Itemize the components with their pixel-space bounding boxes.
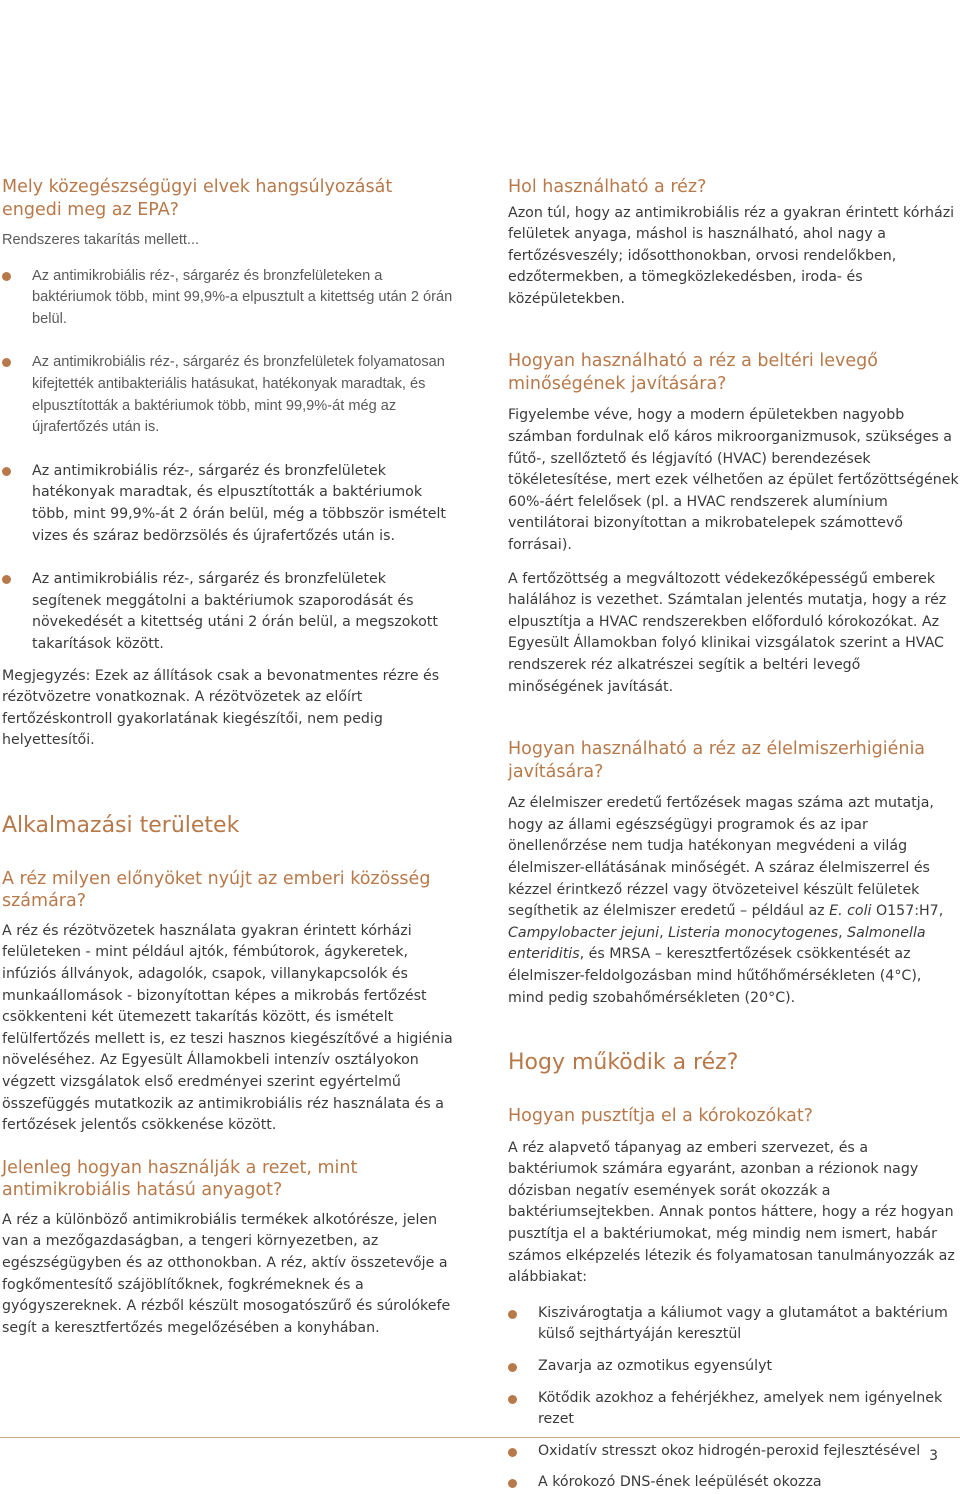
food-text-part: O157:H7, xyxy=(871,903,944,920)
claim-item xyxy=(2,569,454,655)
bullet-icon xyxy=(508,1395,517,1404)
air-text-1: Figyelembe véve, hogy a modern épületekben nagyobb számban fordulnak elő káros mikroorganizmusok, szükséges a fűtő-, szellőztető és légjavító (HVAC) berendezések tökéletesítése, mert ezek vélhetően az épület fertőzöttségének 60%-áért felelősek (pl. a HVAC rendszerek alumínium ventilátorai bizonyítottan a mikrobatelepek számottevő forrásai). xyxy=(508,407,959,554)
claim-item xyxy=(2,461,454,547)
mechanism-text: A kórokozó DNS-ének leépülését okozza xyxy=(538,1474,822,1491)
food-text-part: , xyxy=(838,924,848,941)
claim-text: Az antimikrobiális réz-, sárgaréz és bronzfelületeken a baktériumok több, mint 99,9%-a elpusztult a kitettség után 2 órán belül. xyxy=(32,267,453,327)
bullet-icon xyxy=(2,358,11,367)
air-heading: Hogyan használható a réz a beltéri levegő minőségének javítására? xyxy=(508,351,878,394)
claim-item xyxy=(2,352,454,438)
bullet-icon xyxy=(508,1363,517,1372)
benefits-text: A réz és rézötvözetek használata gyakran érintett kórházi felületeken - mint például ajtók, fémbútorok, ágykeretek, infúziós állványok, adagolók, csapok, villanykapcsolók és munkaállomások - bizonyítottan képes a mikrobás fertőzést csökkenteni két ütemezett takarítás között, és ismételt felülfertőzés mellett is, ez teszi hasznos kiegészítővé a higiénia növeléséhez. Az Egyesült Államokbeli intenzív osztályokon végzett vizsgálatok első eredményei szerint egyértelmű összefüggés mutatkozik az antimikrobiális réz használata és a fertőzések jelentős csökkenése között. xyxy=(2,922,453,1134)
mechanism-item xyxy=(508,1441,960,1463)
food-campylobacter: Campylobacter jejuni xyxy=(508,924,660,941)
claim-text: Az antimikrobiális réz-, sárgaréz és bronzfelületek segítenek meggátolni a baktériumok szaporodását és növekedését a kitettség utáni 2 órán belül, a megszokott takarítások között. xyxy=(32,571,438,652)
food-salmonella: Salmonella enteriditis xyxy=(508,924,926,963)
food-text-part: , xyxy=(659,924,669,941)
food-text xyxy=(508,793,960,1009)
current-use-text: A réz a különböző antimikrobiális termékek alkotórésze, jelen van a mezőgazdaságban, a tengeri környezetben, az egészségügyben és az otthonokban. A réz, aktív összetevője a fogkőmentesítő szájöblítőknek, fogkrémeknek és a gyógyszereknek. A rézből készült mosogatószűrő és súrolókefe segít a keresztfertőzés megelőzésében a konyhában. xyxy=(2,1211,451,1336)
bullet-icon xyxy=(2,467,11,476)
mechanism-text: Zavarja az ozmotikus egyensúlyt xyxy=(538,1357,773,1374)
page-number: 3 xyxy=(929,1448,938,1464)
bullet-icon xyxy=(2,272,11,281)
epa-heading: Mely közegészségügyi elvek hangsúlyozását engedi meg az EPA? xyxy=(2,177,393,220)
footer-divider xyxy=(0,1437,960,1438)
mechanism-item xyxy=(508,1356,960,1378)
mechanism-item xyxy=(508,1388,960,1431)
how-heading: Hogy működik a réz? xyxy=(508,1050,739,1076)
note-text: Megjegyzés: Ezek az állítások csak a bevonatmentes rézre és rézötvözetre vonatkoznak. A rézötvözetek az előírt fertőzéskontroll gyakorlatának kiegészítői, nem pedig helyettesítői. xyxy=(2,667,440,749)
benefits-heading: A réz milyen előnyöket nyújt az emberi közösség számára? xyxy=(2,868,431,912)
kill-heading: Hogyan pusztítja el a kórokozókat? xyxy=(508,1106,813,1127)
kill-text: A réz alapvető tápanyag az emberi szervezet, és a baktériumok számára egyaránt, azonban a rézionok nagy dózisban negatív események sorát okozzák a baktériumsejtekben. Annak pontos háttere, hogy a réz hogyan pusztítja el a baktériumokat, még mindig nem ismert, habár számos elképzelés létezik és folyamatosan tanulmányozzák az alábbiakat: xyxy=(508,1139,955,1286)
applications-heading: Alkalmazási területek xyxy=(2,812,240,838)
where-heading: Hol használható a réz? xyxy=(508,177,707,197)
food-ecoli: E. coli xyxy=(829,903,872,920)
claim-text: Az antimikrobiális réz-, sárgaréz és bronzfelületek hatékonyak maradtak, és elpusztították a baktériumok több, mint 99,9%-át 2 órán belül, még a többször ismételt vizes és száraz bedörzsölés és újrafertőzés után is. xyxy=(32,462,446,544)
mechanism-text: Kiszivárogtatja a káliumot vagy a glutamátot a baktérium külső sejthártyáján keresztül xyxy=(538,1304,948,1343)
claim-item xyxy=(2,266,454,331)
current-use-heading: Jelenleg hogyan használják a rezet, mint antimikrobiális hatású anyagot? xyxy=(2,1157,358,1201)
bullet-icon xyxy=(508,1310,517,1319)
food-text-part: Az élelmiszer eredetű fertőzések magas száma azt mutatja, hogy az állami egészségügyi programok és az ipar önellenőrzése nem tudja hatékonyan megvédeni a világ élelmiszer-ellátásának minőségét. A száraz élelmiszerrel és kézzel érintkező rézzel vagy ötvözeteivel készült felületek segíthetik az élelmiszer eredetű – például az xyxy=(508,795,934,920)
left-column xyxy=(2,170,454,1339)
food-listeria: Listeria monocytogenes xyxy=(668,924,839,941)
food-text-part: , és MRSA – keresztfertőzések csökkentését az élelmiszer-feldolgozásban mind hűtőhőmérsékleten (4°C), mind pedig szobahőmérsékleten (20°C). xyxy=(508,946,922,1006)
mechanism-text: Oxidatív stresszt okoz hidrogén-peroxid fejlesztésével xyxy=(538,1442,921,1459)
bullet-icon xyxy=(508,1448,517,1457)
claim-text: Az antimikrobiális réz-, sárgaréz és bronzfelületek folyamatosan kifejtették antibakteriális hatásukat, hatékonyak maradtak, és elpusztították a baktériumok több, mint 99,9%-át még az újrafertőzés után is. xyxy=(32,354,445,436)
air-text-2: A fertőzöttség a megváltozott védekezőképességű emberek halálához is vezethet. Számtalan jelentés mutatja, hogy a réz elpusztítja a HVAC rendszerekben előforduló kórokozókat. Az Egyesült Államokban folyó klinikai vizsgálatok szerint a HVAC rendszerek réz alkatrészei segítik a beltéri levegő minőségének javítását. xyxy=(508,570,947,695)
mechanism-item xyxy=(508,1303,960,1346)
bullet-icon xyxy=(508,1479,517,1488)
cleaning-intro: Rendszeres takarítás mellett... xyxy=(2,232,200,248)
bullet-icon xyxy=(2,575,11,584)
mechanism-item xyxy=(508,1472,960,1494)
where-text: Azon túl, hogy az antimikrobiális réz a gyakran érintett kórházi felületek anyaga, máshol is használható, ahol nagy a fertőzésveszély; idősotthonokban, orvosi rendelőkben, edzőtermekben, a tömegközlekedésben, iroda- és középületekben. xyxy=(508,204,955,307)
food-heading: Hogyan használható a réz az élelmiszerhigiénia javítására? xyxy=(508,739,926,782)
mechanism-text: Kötődik azokhoz a fehérjékhez, amelyek nem igényelnek rezet xyxy=(538,1389,943,1428)
right-column xyxy=(508,170,960,1494)
